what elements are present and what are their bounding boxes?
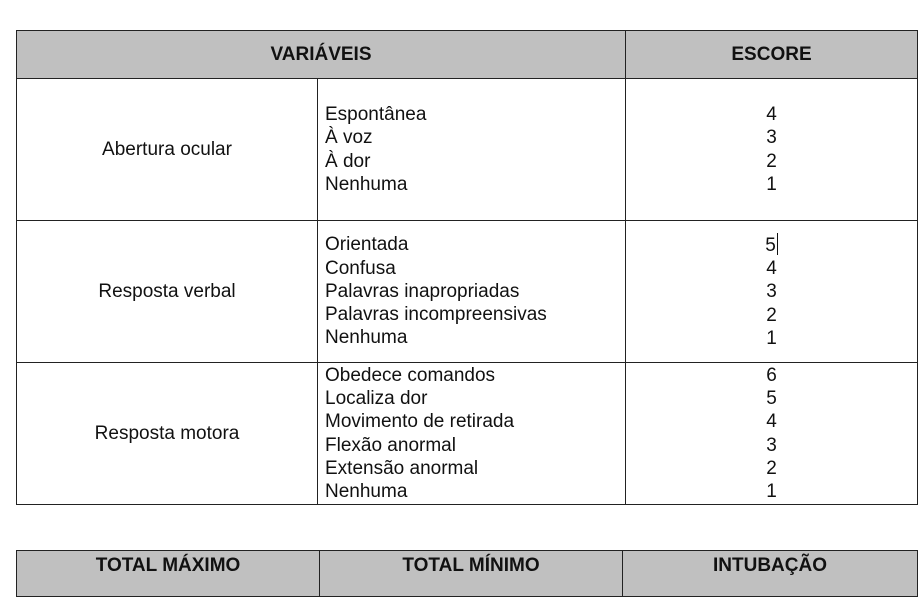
score-item: 6: [766, 364, 777, 386]
header-intubacao: INTUBAÇÃO: [623, 551, 918, 597]
option-item: À dor: [325, 150, 371, 172]
table-row: [17, 79, 918, 221]
score-item: 2: [766, 304, 777, 326]
score-list: [626, 363, 918, 505]
score-item: 3: [766, 127, 777, 149]
option-item: À voz: [325, 127, 373, 149]
option-item: Movimento de retirada: [325, 411, 515, 433]
score-item: 4: [766, 258, 777, 280]
score-item: 2: [766, 150, 777, 172]
header-total-maximo: TOTAL MÁXIMO: [17, 551, 320, 597]
glasgow-scale-table: [16, 30, 918, 505]
option-item: Palavras inapropriadas: [325, 280, 520, 302]
totals-header-row: [17, 551, 918, 597]
score-item: [626, 233, 917, 257]
score-value: 5: [765, 234, 776, 256]
text-cursor: [777, 233, 778, 255]
table-header-row: [17, 31, 918, 79]
score-item: 1: [766, 327, 777, 349]
variable-name: Resposta verbal: [17, 221, 318, 363]
score-item: 1: [766, 481, 777, 503]
option-item: Nenhuma: [325, 173, 408, 195]
option-list: [318, 79, 626, 221]
option-item: Espontânea: [325, 103, 427, 125]
score-list: [626, 79, 918, 221]
option-item: Nenhuma: [325, 481, 408, 503]
table-row: [17, 221, 918, 363]
option-list: [318, 363, 626, 505]
option-item: Nenhuma: [325, 327, 408, 349]
option-item: Orientada: [325, 234, 409, 256]
score-list: [626, 221, 918, 363]
option-item: Localiza dor: [325, 387, 428, 409]
totals-table: [16, 550, 918, 597]
option-item: Flexão anormal: [325, 434, 456, 456]
option-list: [318, 221, 626, 363]
option-item: Obedece comandos: [325, 364, 496, 386]
score-item: 3: [766, 281, 777, 303]
score-item: 1: [766, 173, 777, 195]
header-total-minimo: TOTAL MÍNIMO: [320, 551, 623, 597]
score-item: 2: [766, 457, 777, 479]
option-item: Extensão anormal: [325, 457, 479, 479]
variable-name: Resposta motora: [17, 363, 318, 505]
score-item: 4: [766, 103, 777, 125]
variable-name: Abertura ocular: [17, 79, 318, 221]
score-item: 5: [766, 387, 777, 409]
option-item: Confusa: [325, 257, 396, 279]
score-item: 4: [766, 411, 777, 433]
header-escore: ESCORE: [626, 31, 918, 79]
score-item: 3: [766, 434, 777, 456]
table-row: [17, 363, 918, 505]
header-variaveis: VARIÁVEIS: [17, 31, 626, 79]
option-item: Palavras incompreensivas: [325, 304, 547, 326]
